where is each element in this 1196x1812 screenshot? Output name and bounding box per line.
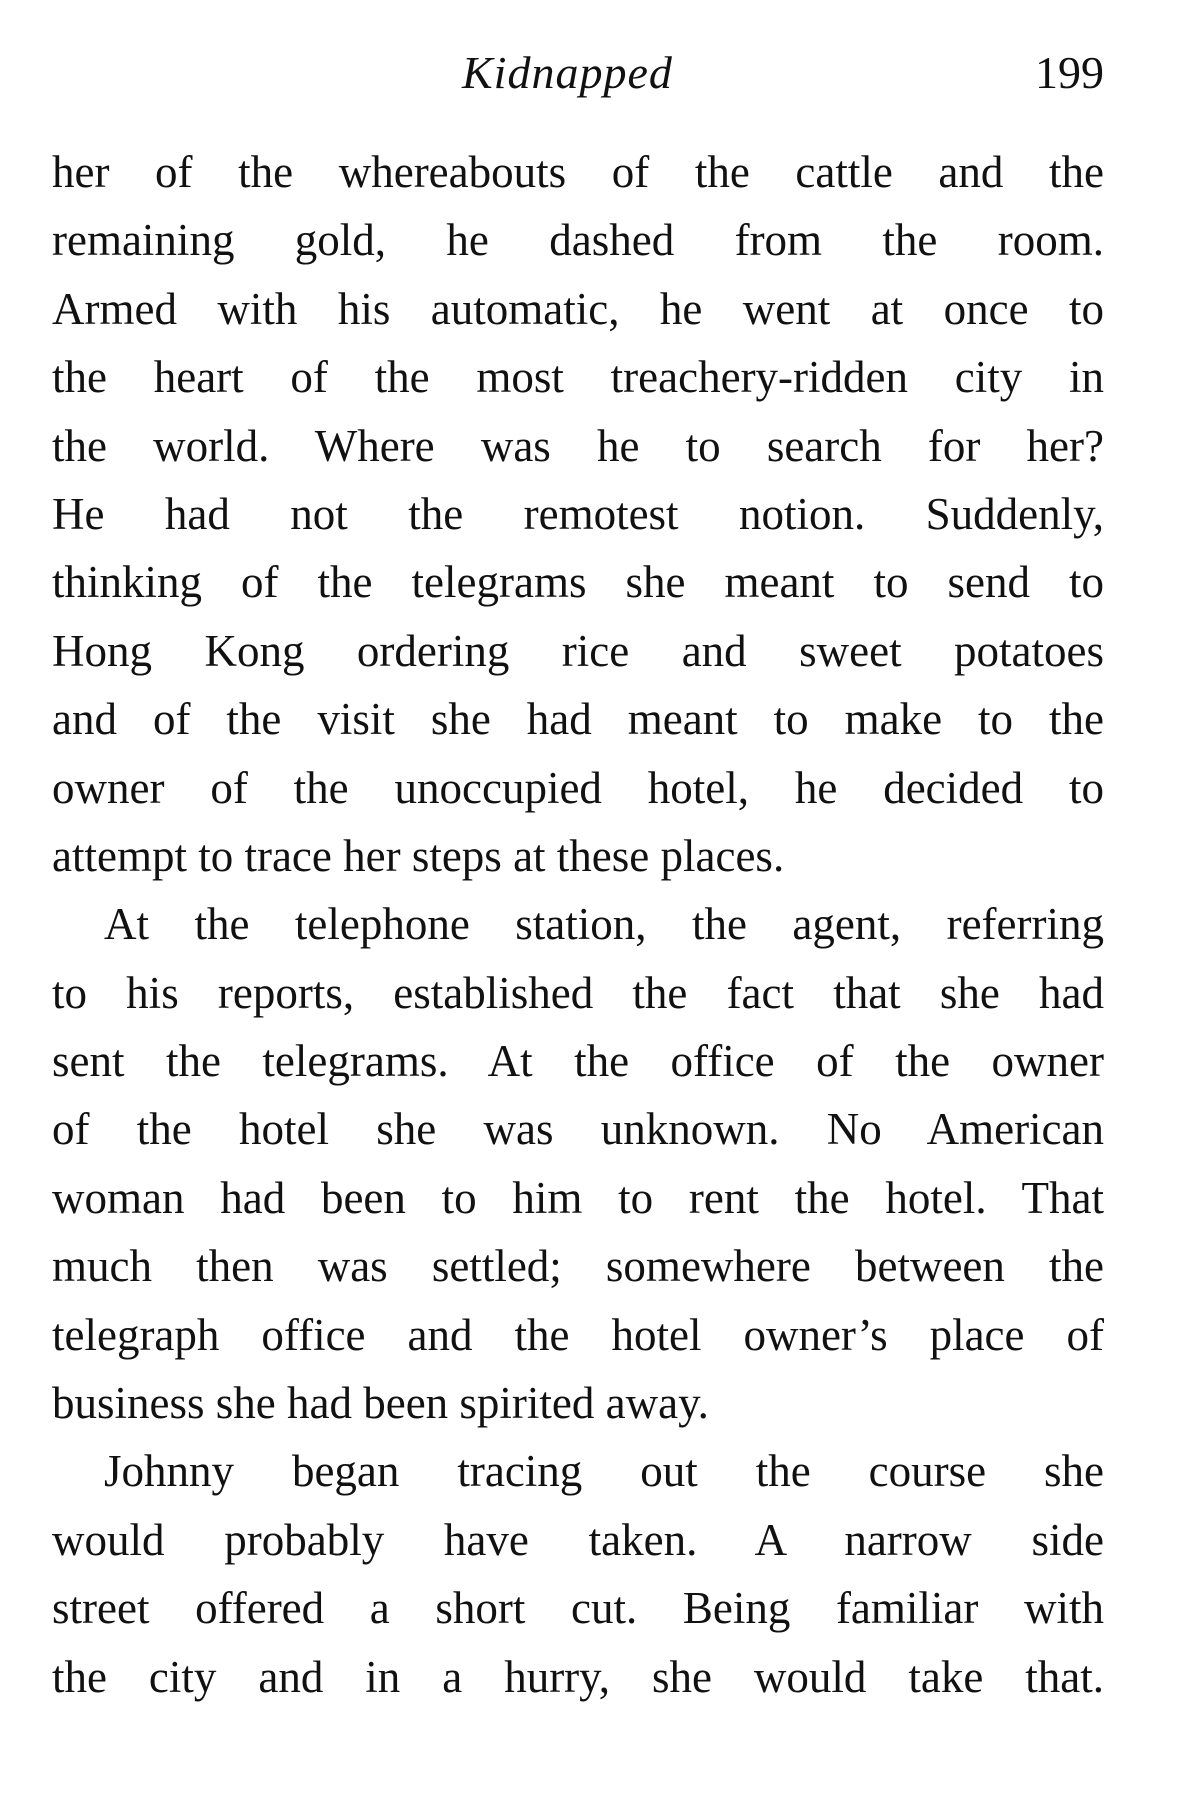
text-line: telegraph office and the hotel owner’s place of [52,1309,1104,1360]
text-line: and of the visit she had meant to make to the [52,694,1104,745]
text-line: sent the telegrams. At the office of the owner [52,1036,1104,1087]
text-line: thinking of the telegrams she meant to send to [52,557,1104,608]
text-line: At the telephone station, the agent, referring [104,899,1104,950]
text-line: the heart of the most treachery-ridden city in [52,352,1104,403]
text-line: business she had been spirited away. [52,1378,709,1429]
text-line: remaining gold, he dashed from the room. [52,215,1104,266]
text-line: would probably have taken. A narrow side [52,1514,1104,1565]
page-number: 199 [1035,47,1104,98]
running-title: Kidnapped [462,47,673,98]
body-text [52,138,1104,1711]
text-line: owner of the unoccupied hotel, he decided to [52,762,1104,813]
text-line: the world. Where was he to search for her? [52,420,1104,471]
text-line: woman had been to him to rent the hotel. That [52,1172,1104,1223]
text-line: Hong Kong ordering rice and sweet potatoes [52,625,1104,676]
text-line: her of the whereabouts of the cattle and the [52,147,1104,197]
text-line: the city and in a hurry, she would take that. [52,1651,1104,1702]
running-head [52,46,1104,106]
text-line: attempt to trace her steps at these places. [52,830,785,881]
text-line: Armed with his automatic, he went at once to [52,283,1104,334]
text-line: of the hotel she was unknown. No American [52,1104,1104,1155]
text-line: He had not the remotest notion. Suddenly, [52,488,1104,539]
text-line: much then was settled; somewhere between the [52,1241,1104,1292]
text-line: street offered a short cut. Being familiar with [52,1583,1104,1634]
text-line: to his reports, established the fact that she had [52,967,1104,1018]
text-line: Johnny began tracing out the course she [104,1446,1104,1497]
